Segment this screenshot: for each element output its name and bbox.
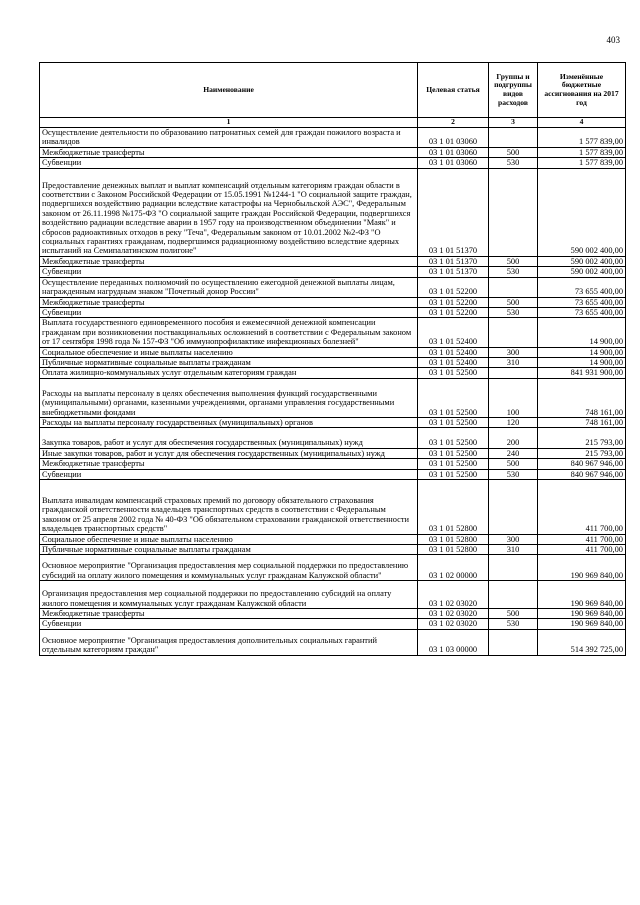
row-target-code: 03 1 02 03020 (418, 581, 489, 609)
table-row (40, 448, 626, 458)
row-amount: 14 900,00 (538, 318, 626, 347)
row-amount: 840 967 946,00 (538, 459, 626, 469)
row-target-code: 03 1 01 03060 (418, 147, 489, 157)
row-target-code: 03 1 01 52500 (418, 417, 489, 427)
row-amount: 411 700,00 (538, 545, 626, 555)
row-name: Публичные нормативные социальные выплаты гражданам (40, 357, 418, 367)
row-name: Публичные нормативные социальные выплаты гражданам (40, 545, 418, 555)
row-amount: 190 969 840,00 (538, 555, 626, 581)
row-target-code: 03 1 03 00000 (418, 629, 489, 655)
row-expense-group: 120 (489, 417, 538, 427)
row-expense-group (489, 581, 538, 609)
row-amount: 190 969 840,00 (538, 619, 626, 629)
row-amount: 215 793,00 (538, 448, 626, 458)
row-target-code: 03 1 01 52800 (418, 534, 489, 544)
row-name: Социальное обеспечение и иные выплаты населению (40, 347, 418, 357)
row-amount: 190 969 840,00 (538, 609, 626, 619)
row-target-code: 03 1 01 52200 (418, 277, 489, 297)
row-amount: 590 002 400,00 (538, 267, 626, 277)
row-expense-group: 530 (489, 469, 538, 479)
row-expense-group (489, 128, 538, 148)
row-name: Субвенции (40, 307, 418, 317)
row-amount: 1 577 839,00 (538, 158, 626, 168)
row-name: Выплата инвалидам компенсаций страховых премий по договору обязательного страхования гражданской ответственности владельцев транспортных средств в соответствии с Федеральным законом от 25 апреля 2002 года № 40-ФЗ "Об обязательном страховании гражданской ответственности владельцев транспортных средств" (40, 480, 418, 535)
row-target-code: 03 1 01 51370 (418, 168, 489, 256)
row-expense-group: 310 (489, 545, 538, 555)
row-name: Межбюджетные трансферты (40, 609, 418, 619)
table-row (40, 128, 626, 148)
row-name: Межбюджетные трансферты (40, 297, 418, 307)
table-row (40, 168, 626, 256)
row-expense-group (489, 277, 538, 297)
row-expense-group: 100 (489, 378, 538, 417)
table-row (40, 619, 626, 629)
row-name: Социальное обеспечение и иные выплаты населению (40, 534, 418, 544)
row-target-code: 03 1 01 52500 (418, 448, 489, 458)
col-number: 3 (489, 118, 538, 128)
row-amount: 841 931 900,00 (538, 368, 626, 378)
table-row (40, 555, 626, 581)
col-number: 1 (40, 118, 418, 128)
row-amount: 14 900,00 (538, 357, 626, 367)
table-row (40, 480, 626, 535)
table-row (40, 357, 626, 367)
col-header-group: Группы и подгруппы видов расходов (489, 63, 538, 118)
row-expense-group: 300 (489, 347, 538, 357)
row-target-code: 03 1 01 51370 (418, 267, 489, 277)
table-row (40, 417, 626, 427)
row-expense-group: 300 (489, 534, 538, 544)
row-amount: 590 002 400,00 (538, 256, 626, 266)
row-expense-group (489, 168, 538, 256)
row-expense-group: 200 (489, 428, 538, 448)
row-expense-group: 530 (489, 307, 538, 317)
row-expense-group (489, 368, 538, 378)
table-row (40, 534, 626, 544)
row-name: Субвенции (40, 267, 418, 277)
table-row (40, 428, 626, 448)
row-amount: 73 655 400,00 (538, 307, 626, 317)
table-row (40, 581, 626, 609)
col-header-target: Целевая статья (418, 63, 489, 118)
row-target-code: 03 1 01 52400 (418, 357, 489, 367)
row-name: Осуществление деятельности по образованию патронатных семей для граждан пожилого возраста и инвалидов (40, 128, 418, 148)
row-target-code: 03 1 01 03060 (418, 158, 489, 168)
table-row (40, 147, 626, 157)
row-name: Основное мероприятие "Организация предоставления дополнительных социальных гарантий отдельным категориям граждан" (40, 629, 418, 655)
row-amount: 514 392 725,00 (538, 629, 626, 655)
row-amount: 73 655 400,00 (538, 297, 626, 307)
row-target-code: 03 1 01 52200 (418, 297, 489, 307)
col-number: 4 (538, 118, 626, 128)
table-row (40, 609, 626, 619)
row-name: Субвенции (40, 619, 418, 629)
row-name: Расходы на выплаты персоналу государственных (муниципальных) органов (40, 417, 418, 427)
row-name: Иные закупки товаров, работ и услуг для обеспечения государственных (муниципальных) нужд (40, 448, 418, 458)
table-row (40, 158, 626, 168)
row-expense-group: 500 (489, 256, 538, 266)
table-row (40, 469, 626, 479)
row-name: Оплата жилищно-коммунальных услуг отдельным категориям граждан (40, 368, 418, 378)
table-row (40, 629, 626, 655)
row-target-code: 03 1 01 52400 (418, 318, 489, 347)
row-name: Предоставление денежных выплат и выплат компенсаций отдельным категориям граждан области в соответствии с Законом Российской Федерации от 15.05.1991 №1244-1 "О социальной защите граждан, подвергшихся воздействию радиации вследствие катастрофы на Чернобыльской АЭС", Федеральным законом от 26.11.1998 №175-ФЗ "О социальной защите граждан Российской Федерации, подвергшихся воздействию радиации вследствие аварии в 1957 году на производственном объединении "Маяк" и сбросов радиоактивных отходов в реку "Теча", Федеральным законом от 10.01.2002 №2-ФЗ "О социальных гарантиях гражданам, подвергшимся радиационному воздействию вследствие ядерных испытаний на Семипалатинском полигоне" (40, 168, 418, 256)
row-target-code: 03 1 02 00000 (418, 555, 489, 581)
row-name: Основное мероприятие "Организация предоставления мер социальной поддержки по предоставлению субсидий на оплату жилого помещения и коммунальных услуг гражданам Калужской области" (40, 555, 418, 581)
row-amount: 411 700,00 (538, 480, 626, 535)
row-expense-group: 500 (489, 147, 538, 157)
row-expense-group: 530 (489, 267, 538, 277)
table-row (40, 256, 626, 266)
table-row (40, 378, 626, 417)
table-row (40, 545, 626, 555)
row-expense-group (489, 555, 538, 581)
row-amount: 840 967 946,00 (538, 469, 626, 479)
table-row (40, 267, 626, 277)
table-row (40, 318, 626, 347)
row-name: Межбюджетные трансферты (40, 147, 418, 157)
row-target-code: 03 1 01 51370 (418, 256, 489, 266)
row-expense-group: 530 (489, 619, 538, 629)
row-target-code: 03 1 01 52500 (418, 469, 489, 479)
row-expense-group: 500 (489, 459, 538, 469)
col-header-amount: Изменённые бюджетные ассигнования на 2017 год (538, 63, 626, 118)
row-name: Организация предоставления мер социальной поддержки по предоставлению субсидий на оплату жилого помещения и коммунальных услуг гражданам Калужской области (40, 581, 418, 609)
row-target-code: 03 1 01 52800 (418, 545, 489, 555)
row-amount: 215 793,00 (538, 428, 626, 448)
col-number: 2 (418, 118, 489, 128)
row-name: Закупка товаров, работ и услуг для обеспечения государственных (муниципальных) нужд (40, 428, 418, 448)
table-row (40, 297, 626, 307)
row-expense-group: 310 (489, 357, 538, 367)
row-expense-group (489, 480, 538, 535)
row-name: Осуществление переданных полномочий по осуществлению ежегодной денежной выплаты лицам, награжденным нагрудным знаком "Почетный донор России" (40, 277, 418, 297)
row-target-code: 03 1 01 52500 (418, 368, 489, 378)
row-amount: 73 655 400,00 (538, 277, 626, 297)
row-target-code: 03 1 01 52500 (418, 428, 489, 448)
row-name: Субвенции (40, 158, 418, 168)
row-expense-group: 500 (489, 609, 538, 619)
budget-table (39, 62, 626, 656)
table-row (40, 277, 626, 297)
row-target-code: 03 1 02 03020 (418, 619, 489, 629)
row-target-code: 03 1 01 52500 (418, 378, 489, 417)
row-amount: 748 161,00 (538, 378, 626, 417)
table-row (40, 459, 626, 469)
row-amount: 748 161,00 (538, 417, 626, 427)
row-amount: 190 969 840,00 (538, 581, 626, 609)
table-row (40, 347, 626, 357)
row-amount: 14 900,00 (538, 347, 626, 357)
row-name: Расходы на выплаты персоналу в целях обеспечения выполнения функций государственными (муниципальными) органами, казенными учреждениями, органами управления государственными внебюджетными фондами (40, 378, 418, 417)
row-target-code: 03 1 01 03060 (418, 128, 489, 148)
row-expense-group: 240 (489, 448, 538, 458)
table-body (40, 128, 626, 656)
row-amount: 1 577 839,00 (538, 147, 626, 157)
row-expense-group: 500 (489, 297, 538, 307)
row-amount: 411 700,00 (538, 534, 626, 544)
row-expense-group (489, 629, 538, 655)
row-target-code: 03 1 01 52800 (418, 480, 489, 535)
row-name: Выплата государственного единовременного пособия и ежемесячной денежной компенсации гражданам при возникновении поствакцинальных осложнений в соответствии с Федеральным законом от 17 сентября 1998 года № 157-ФЗ "Об иммунопрофилактике инфекционных болезней" (40, 318, 418, 347)
row-expense-group (489, 318, 538, 347)
row-target-code: 03 1 01 52200 (418, 307, 489, 317)
row-target-code: 03 1 01 52500 (418, 459, 489, 469)
row-name: Межбюджетные трансферты (40, 459, 418, 469)
row-target-code: 03 1 02 03020 (418, 609, 489, 619)
row-expense-group: 530 (489, 158, 538, 168)
row-amount: 1 577 839,00 (538, 128, 626, 148)
page-number: 403 (606, 35, 620, 45)
col-header-name: Наименование (40, 63, 418, 118)
row-amount: 590 002 400,00 (538, 168, 626, 256)
table-row (40, 307, 626, 317)
row-name: Межбюджетные трансферты (40, 256, 418, 266)
table-row (40, 368, 626, 378)
header-row (40, 63, 626, 118)
row-target-code: 03 1 01 52400 (418, 347, 489, 357)
column-number-row (40, 118, 626, 128)
row-name: Субвенции (40, 469, 418, 479)
